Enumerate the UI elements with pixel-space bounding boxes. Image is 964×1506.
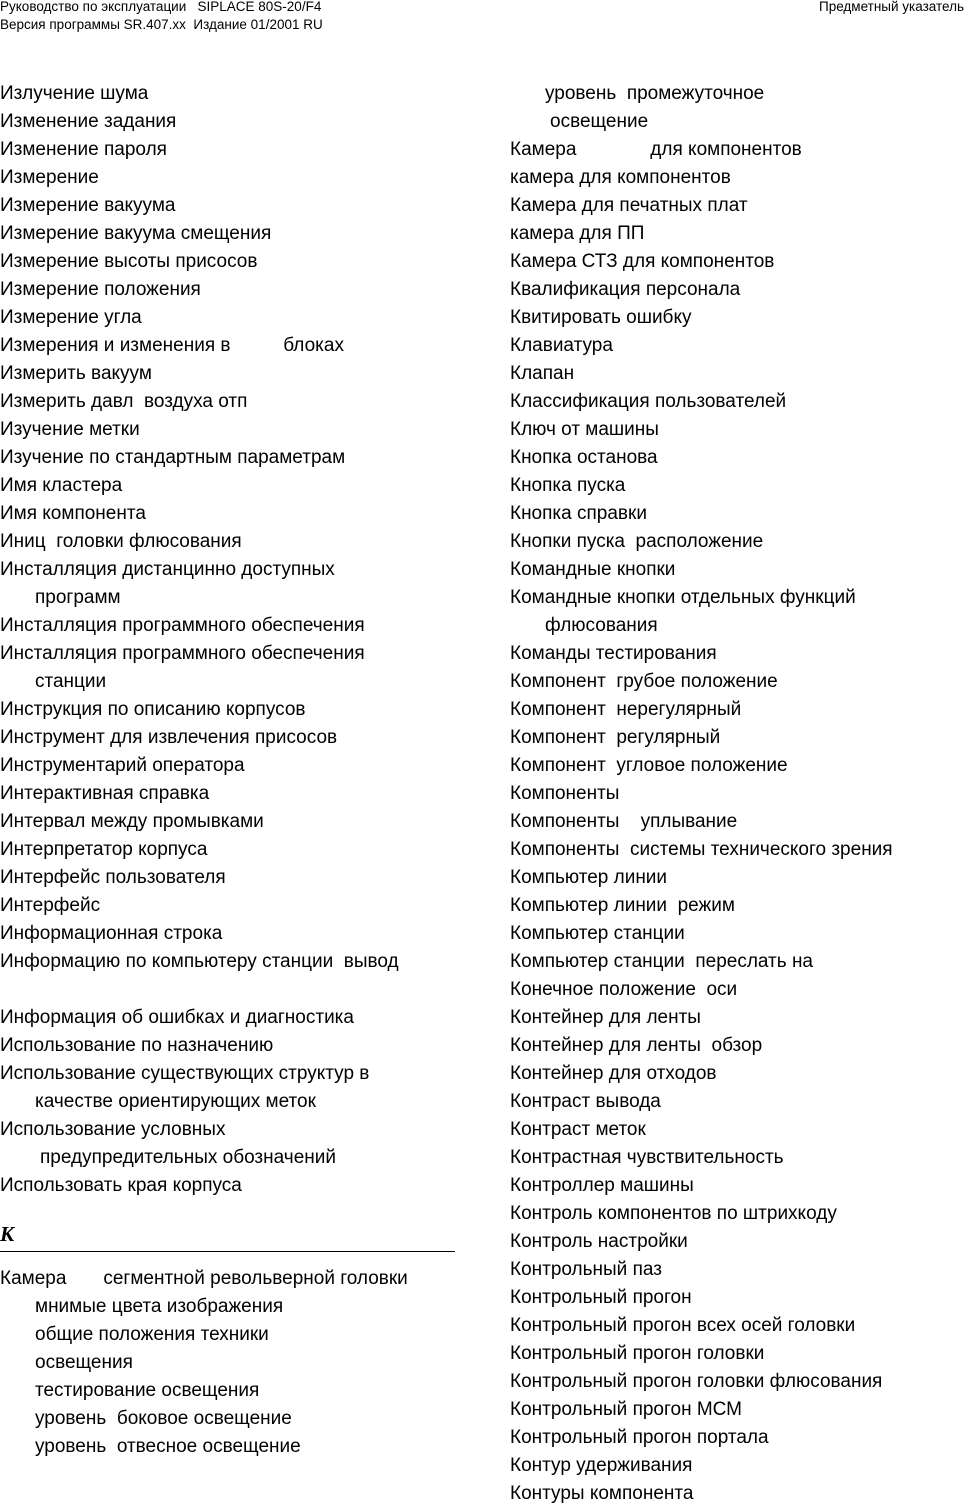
index-entry: мнимые цвета изображения	[35, 1296, 284, 1317]
index-entry: Контрольный прогон МСМ	[510, 1399, 743, 1420]
index-entry: Измерение вакуума смещения	[0, 223, 272, 244]
index-entry: Контрольный прогон головки	[510, 1343, 765, 1364]
index-entry: Измерение угла	[0, 307, 142, 328]
index-entry: Измерение положения	[0, 279, 201, 300]
index-entry: Компьютер линии	[510, 867, 668, 888]
index-entry: Изучение по стандартным параметрам	[0, 447, 346, 468]
index-entry: Использовать края корпуса	[0, 1175, 242, 1196]
index-entry: тестирование освещения	[35, 1380, 260, 1401]
index-entry: Интерфейс пользователя	[0, 867, 226, 888]
index-entry: камера для компонентов	[510, 167, 731, 188]
header-version-line: Версия программы SR.407.xx Издание 01/2001 RU	[0, 17, 323, 32]
index-entry: программ	[35, 587, 121, 608]
index-entry: Квалификация персонала	[510, 279, 741, 300]
index-entry: Контрольный прогон головки флюсования	[510, 1371, 883, 1392]
index-entry: Клапан	[510, 363, 575, 384]
index-entry: Компонент угловое положение	[510, 755, 788, 776]
index-entry: освещение	[550, 111, 649, 132]
index-entry: освещения	[35, 1352, 133, 1373]
index-entry: Имя кластера	[0, 475, 123, 496]
index-entry: Интервал между промывками	[0, 811, 264, 832]
index-entry: Измерение	[0, 167, 99, 188]
index-entry: Информацию по компьютеру станции вывод	[0, 951, 399, 972]
section-letter-heading: К	[0, 1222, 15, 1246]
index-entry: Контуры компонента	[510, 1483, 694, 1504]
index-entry: Инсталляция дистанцинно доступных	[0, 559, 335, 580]
index-entry: Измерение высоты присосов	[0, 251, 258, 272]
index-entry: Квитировать ошибку	[510, 307, 692, 328]
index-entry: Контрольный паз	[510, 1259, 662, 1280]
index-entry: Интерпретатор корпуса	[0, 839, 208, 860]
index-entry: качестве ориентирующих меток	[35, 1091, 316, 1112]
index-entry: Командные кнопки отдельных функций	[510, 587, 856, 608]
index-entry: Контраст вывода	[510, 1091, 661, 1112]
index-entry: Излучение шума	[0, 83, 149, 104]
index-entry: Камера сегментной револьверной головки	[0, 1268, 408, 1289]
index-entry: Конечное положение оси	[510, 979, 738, 1000]
index-entry: Кнопка пуска	[510, 475, 626, 496]
index-entry: уровень боковое освещение	[35, 1408, 292, 1429]
index-entry: уровень отвесное освещение	[35, 1436, 301, 1457]
index-entry: Контрольный прогон портала	[510, 1427, 769, 1448]
index-entry: Кнопка справки	[510, 503, 647, 524]
index-entry: Команды тестирования	[510, 643, 717, 664]
header-section-title: Предметный указатель	[819, 0, 964, 14]
index-entry: Контрольный прогон	[510, 1287, 692, 1308]
index-entry: Контейнер для ленты обзор	[510, 1035, 763, 1056]
index-entry: Имя компонента	[0, 503, 146, 524]
index-entry: Изменение пароля	[0, 139, 167, 160]
index-entry: Контур удерживания	[510, 1455, 693, 1476]
index-entry: Измерить вакуум	[0, 363, 152, 384]
header-manual-title: Руководство по эксплуатации SIPLACE 80S-20/F4	[0, 0, 322, 14]
index-entry: Компьютер линии режим	[510, 895, 735, 916]
index-entry: Компоненты	[510, 783, 620, 804]
index-entry: Информация об ошибках и диагностика	[0, 1007, 354, 1028]
index-entry: станции	[35, 671, 107, 692]
index-entry: Использование существующих структур в	[0, 1063, 370, 1084]
index-entry: Компьютер станции	[510, 923, 685, 944]
index-entry: Использование условных	[0, 1119, 226, 1140]
index-entry: Измерить давл воздуха отп	[0, 391, 248, 412]
index-entry: Командные кнопки	[510, 559, 676, 580]
index-entry: Инсталляция программного обеспечения	[0, 615, 365, 636]
index-entry: Контейнер для ленты	[510, 1007, 701, 1028]
section-divider	[0, 1251, 455, 1252]
index-entry: Инструмент для извлечения присосов	[0, 727, 338, 748]
index-entry: Камера для печатных плат	[510, 195, 748, 216]
index-entry: Изучение метки	[0, 419, 140, 440]
index-entry: Интерактивная справка	[0, 783, 210, 804]
index-entry: Компоненты системы технического зрения	[510, 839, 893, 860]
index-entry: Компонент грубое положение	[510, 671, 778, 692]
index-entry: Камера СТЗ для компонентов	[510, 251, 775, 272]
index-entry: Инструментарий оператора	[0, 755, 245, 776]
index-entry: Иниц головки флюсования	[0, 531, 242, 552]
index-entry: Контроль настройки	[510, 1231, 688, 1252]
index-entry: Камера для компонентов	[510, 139, 802, 160]
index-entry: Инсталляция программного обеспечения	[0, 643, 365, 664]
index-entry: Классификация пользователей	[510, 391, 787, 412]
index-entry: Клавиатура	[510, 335, 613, 356]
index-entry: Контрастная чувствительность	[510, 1147, 784, 1168]
index-entry: Контроль компонентов по штрихкоду	[510, 1203, 837, 1224]
index-entry: Измерения и изменения в блоках	[0, 335, 344, 356]
index-entry: Информационная строка	[0, 923, 223, 944]
index-entry: камера для ПП	[510, 223, 645, 244]
index-entry: Компьютер станции переслать на	[510, 951, 813, 972]
index-entry: Контрольный прогон всех осей головки	[510, 1315, 856, 1336]
index-entry: флюсования	[545, 615, 658, 636]
index-entry: Изменение задания	[0, 111, 177, 132]
index-entry: Контейнер для отходов	[510, 1063, 717, 1084]
index-entry: Кнопки пуска расположение	[510, 531, 764, 552]
index-entry: Контроллер машины	[510, 1175, 694, 1196]
index-entry: Компоненты уплывание	[510, 811, 738, 832]
index-entry: предупредительных обозначений	[40, 1147, 336, 1168]
index-entry: Компонент нерегулярный	[510, 699, 742, 720]
index-entry: Компонент регулярный	[510, 727, 721, 748]
index-entry: общие положения техники	[35, 1324, 269, 1345]
index-entry: Интерфейс	[0, 895, 101, 916]
index-entry: Контраст меток	[510, 1119, 646, 1140]
index-entry: Использование по назначению	[0, 1035, 274, 1056]
index-entry: Инструкция по описанию корпусов	[0, 699, 306, 720]
index-entry: уровень промежуточное	[545, 83, 765, 104]
index-entry: Измерение вакуума	[0, 195, 176, 216]
index-entry: Ключ от машины	[510, 419, 659, 440]
index-entry: Кнопка останова	[510, 447, 658, 468]
